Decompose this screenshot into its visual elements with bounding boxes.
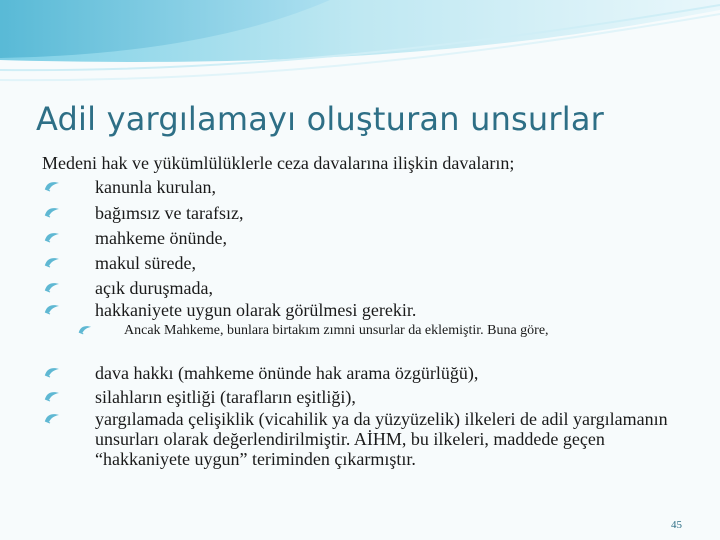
scroll-bullet-icon bbox=[44, 256, 60, 268]
bullet-text: açık duruşmada, bbox=[95, 278, 213, 298]
scroll-bullet-icon bbox=[44, 303, 60, 315]
scroll-bullet-icon bbox=[44, 366, 60, 378]
sub-bullet-text: Ancak Mahkeme, bunlara birtakım zımni unsurlar da eklemiştir. Buna göre, bbox=[124, 323, 549, 338]
scroll-bullet-icon bbox=[44, 412, 60, 424]
bullet-text: mahkeme önünde, bbox=[95, 228, 227, 248]
bullet-text: makul sürede, bbox=[95, 253, 196, 273]
page-number: 45 bbox=[671, 519, 682, 531]
scroll-bullet-icon bbox=[44, 180, 60, 192]
intro-text: Medeni hak ve yükümlülüklerle ceza davalarına ilişkin davaların; bbox=[42, 153, 515, 173]
scroll-bullet-icon bbox=[44, 206, 60, 218]
scroll-bullet-icon bbox=[44, 281, 60, 293]
bullet-text: bağımsız ve tarafsız, bbox=[95, 203, 244, 223]
slide-title: Adil yargılamayı oluşturan unsurlar bbox=[36, 100, 605, 138]
bullet-text: hakkaniyete uygun olarak görülmesi gerekir. bbox=[95, 300, 417, 320]
bullet-text: yargılamada çelişiklik (vicahilik ya da yüzyüzelik) ilkeleri de adil yargılamanın unsurları olarak değerlendirilmiştir. AİHM, bu ilkeleri, maddede geçen “hakkaniyete uygun” teriminden çıkarmıştır. bbox=[95, 409, 668, 469]
scroll-bullet-icon bbox=[44, 231, 60, 243]
scroll-bullet-icon bbox=[44, 390, 60, 402]
bullet-text: kanunla kurulan, bbox=[95, 177, 216, 197]
scroll-bullet-icon bbox=[78, 324, 92, 335]
bullet-text: silahların eşitliği (tarafların eşitliği), bbox=[95, 387, 356, 407]
bullet-text: dava hakkı (mahkeme önünde hak arama özgürlüğü), bbox=[95, 363, 479, 383]
header-wave-decoration bbox=[0, 0, 720, 90]
